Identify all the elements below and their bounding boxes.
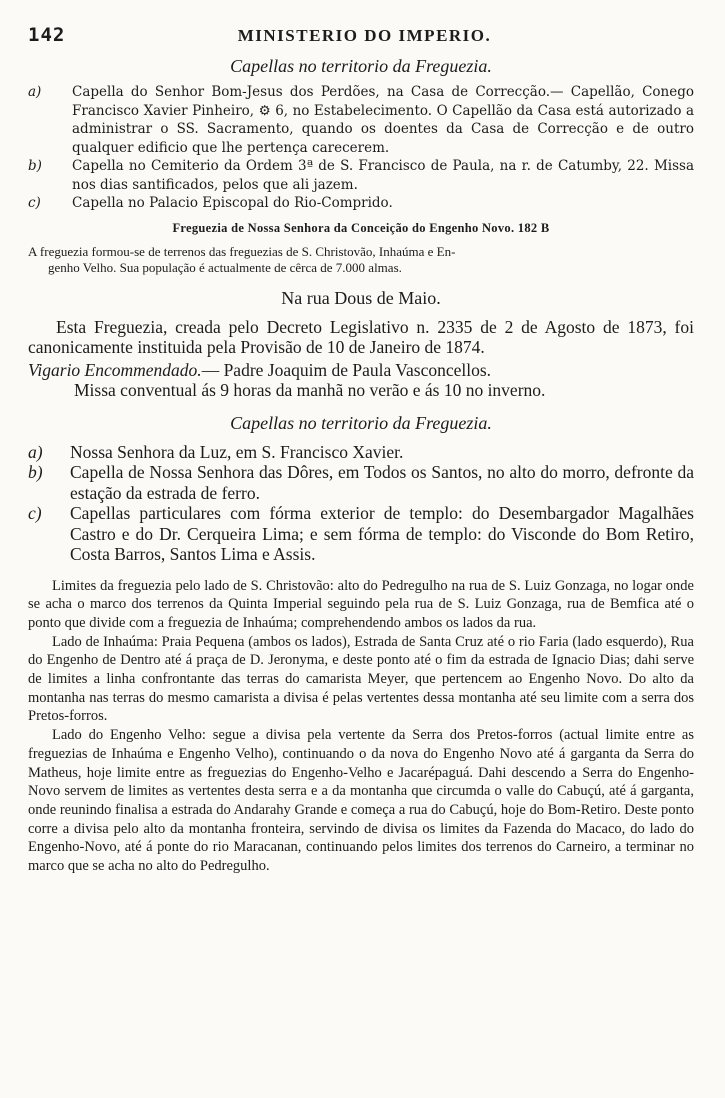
page-header (28, 22, 701, 50)
page-number: 142 (28, 24, 66, 46)
item-label: a) (28, 84, 42, 100)
item-text: Capellas particulares com fórma exterior de templo: do Desembargador Magalhães Castro e do Dr. Cerqueira Lima; e sem fórma de templo: do Visconde do Bom Retiro, Costa Barros, Santos Lima e Assis. (70, 503, 694, 564)
list-item (28, 442, 694, 463)
running-title: MINISTERIO DO IMPERIO. (237, 26, 492, 45)
vicar-name: — Padre Joaquim de Paula Vasconcellos. (201, 359, 492, 380)
limits-paragraph: Limites da freguezia pelo lado de S. Christovão: alto do Pedregulho na rua de S. Luiz Gonzaga, no logar onde se acha o marco dos terrenos da Quinta Imperial seguindo pela rua de S. Luiz Gonzaga, rua de Bemfica até o ponto que divide com a freguezia de Inhaúma; comprehendendo ambos os lados da rua. (28, 577, 694, 631)
limits-paragraph: Lado de Inhaúma: Praia Pequena (ambos os lados), Estrada de Santa Cruz até o rio Faria (lado esquerdo), Rua do Engenho de Dentro até á praça de D. Jeronyma, e deste ponto até o fim da estrada de Ignacio Dias; dahi serve de limites a linha confrontante das terras do camarista Meyer, que pertencem ao Engenho Novo. Do alto da montanha nas terras do mesmo camarista a divisa é pelas vertentes dessa montanha até seu limite com a serra dos Pretos-forros. (28, 633, 694, 725)
list-item (28, 194, 694, 213)
section-title-chapels-2: Capellas no territorio da Freguezia. (230, 412, 492, 433)
mass-schedule: Missa conventual ás 9 horas da manhã no verão e ás 10 no inverno. (74, 380, 546, 400)
list-item (28, 503, 694, 565)
item-label: c) (28, 503, 42, 523)
item-text: Nossa Senhora da Luz, em S. Francisco Xavier. (70, 441, 404, 462)
list-item (28, 157, 694, 194)
list-item (28, 83, 694, 157)
parish-note (28, 244, 694, 276)
item-text: Capella de Nossa Senhora das Dôres, em Todos os Santos, no alto do morro, defronte da estação da estrada de ferro. (70, 462, 694, 503)
item-text: Capella do Senhor Bom-Jesus dos Perdões, na Casa de Correcção.— Capellão, Conego Francisco Xavier Pinheiro, ⚙ 6, no Estabelecimento. O Capellão da Casa está autorizado a administrar o SS. Sacramento, quando os doentes da Casa de Correcção e de outro qualquer edificio que lhe pertença carecerem. (72, 84, 694, 156)
section-title-chapels-1: Capellas no territorio da Freguezia. (230, 56, 492, 76)
chapel-list-2 (28, 442, 694, 565)
item-text: Capella no Palacio Episcopal do Rio-Comprido. (72, 195, 393, 211)
parish-heading: Freguezia de Nossa Senhora da Conceição do Engenho Novo. 182 B (172, 220, 550, 235)
item-label: c) (28, 195, 41, 211)
parish-note-line2: genho Velho. Sua população é actualmente de cêrca de 7.000 almas. (48, 259, 402, 275)
item-label: a) (28, 441, 43, 462)
page-content (28, 56, 694, 876)
item-text: Capella no Cemiterio da Ordem 3ª de S. Francisco de Paula, na r. de Catumby, 22. Missa nos dias santificados, pelos que ali jazem. (72, 158, 694, 193)
item-label: b) (28, 158, 42, 174)
street-heading: Na rua Dous de Maio. (281, 287, 441, 308)
parish-note-line1: A freguezia formou-se de terrenos das freguezias de S. Christovão, Inhaúma e En- (28, 243, 456, 259)
limits-paragraph: Lado do Engenho Velho: segue a divisa pela vertente da Serra dos Pretos-forros (actual limite entre as freguezias de Inhaúma e Engenho Velho), continuando o da nova do Engenho Novo até á garganta da Serra do Matheus, hoje limite entre as freguezias do Engenho-Velho e Jacarépaguá. Dahi descendo a Serra do Engenho-Novo servem de limites as vertentes desta serra e a da montanha que circumda o valle do Cabuçú, até á garganta, onde reunindo finalisa a estrada do Andarahy Grande e começa a rua do Cabuçú, hoje do Bom-Retiro. Deste ponto corre a divisa pelo alto da montanha fronteira, servindo de divisa os limites da Fazenda do Macaco, do lado do Engenho-Novo, até á ponte do rio Maracanan, continuando pelos limites dos terrenos do Carneiro, a terminar no marco que se acha no alto do Pedregulho. (28, 727, 694, 875)
chapel-list-1 (28, 83, 694, 213)
creation-paragraph: Esta Freguezia, creada pelo Decreto Legislativo n. 2335 de 2 de Agosto de 1873, foi canonicamente instituida pela Provisão de 10 de Janeiro de 1874. (28, 316, 694, 357)
vicar-title: Vigario Encommendado. (28, 359, 202, 380)
list-item (28, 462, 694, 503)
vicar-paragraph (28, 360, 694, 401)
item-label: b) (28, 462, 43, 482)
